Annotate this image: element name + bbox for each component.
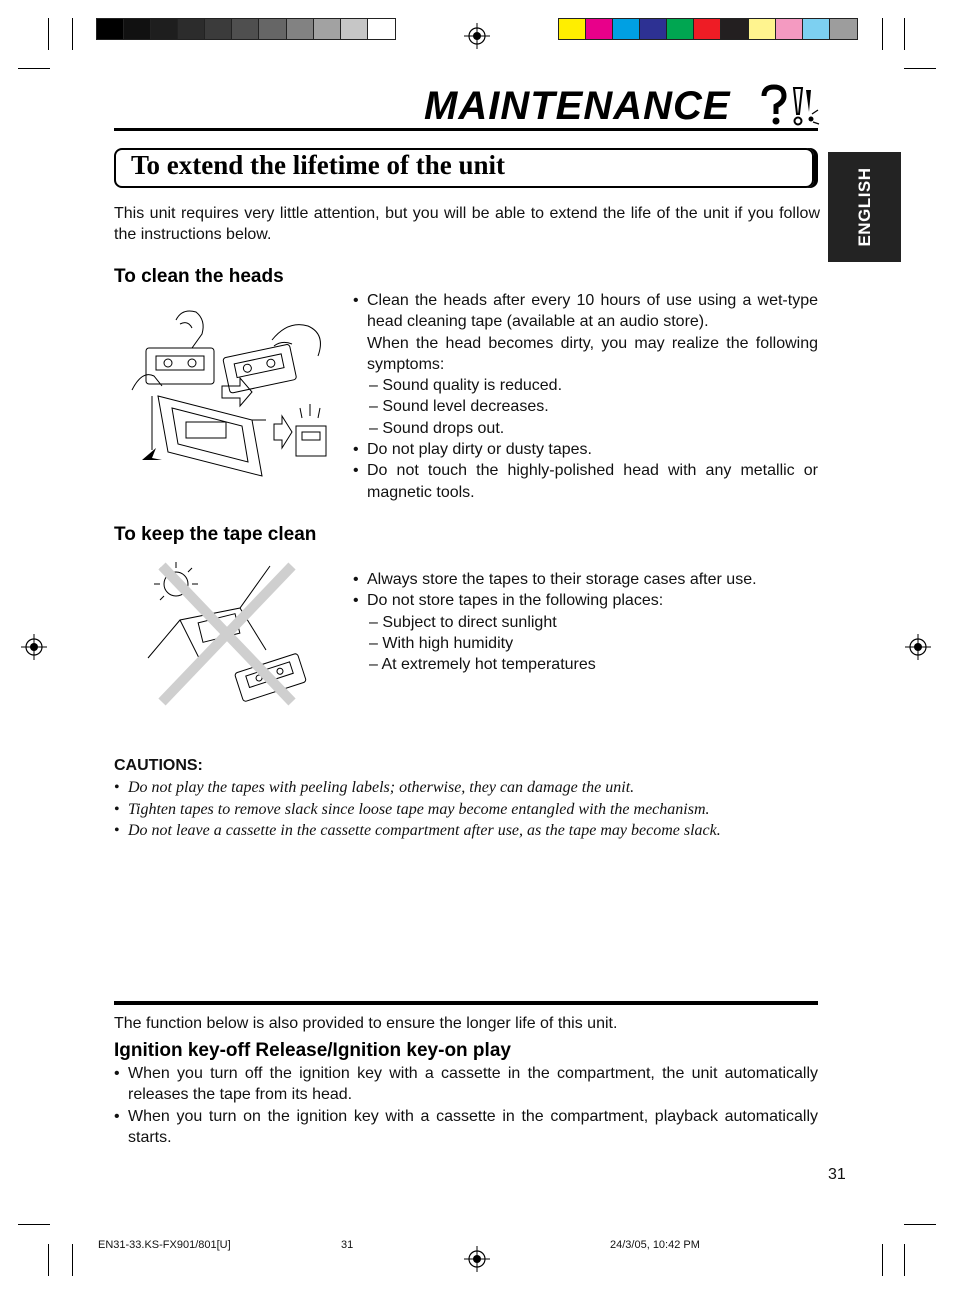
footer-timestamp: 24/3/05, 10:42 PM — [610, 1239, 700, 1251]
list-item: • When you turn off the ignition key with a cassette in the compartment, the unit automatically releases the tape from its head. — [114, 1063, 818, 1106]
color-swatch — [151, 19, 178, 39]
registration-target-icon — [464, 1246, 490, 1272]
color-swatch — [341, 19, 368, 39]
color-swatch — [178, 19, 205, 39]
color-swatch — [232, 19, 259, 39]
color-calibration-bars — [558, 18, 858, 40]
title-rule — [114, 128, 818, 131]
color-swatch — [640, 19, 667, 39]
color-swatch — [287, 19, 314, 39]
color-swatch — [259, 19, 286, 39]
cautions-list — [114, 777, 721, 842]
color-swatch — [830, 19, 857, 39]
color-swatch — [776, 19, 803, 39]
list-item: – With high humidity — [369, 634, 514, 652]
keep-clean-list — [353, 569, 818, 675]
clean-heads-list — [353, 290, 818, 503]
color-swatch — [694, 19, 721, 39]
ignition-heading: Ignition key-off Release/Ignition key-on play — [114, 1040, 511, 1061]
footer-page: 31 — [341, 1239, 354, 1251]
color-swatch — [586, 19, 613, 39]
list-item: • Clean the heads after every 10 hours of use using a wet-type head cleaning tape (available at an audio store). When the head becomes dirty, you may realize the following symptoms: — [353, 290, 818, 375]
intro-paragraph: This unit requires very little attention, but you will be able to extend the life of the unit if you follow the instructions below. — [114, 205, 820, 243]
color-swatch — [721, 19, 748, 39]
list-item: – At extremely hot temperatures — [369, 656, 596, 674]
list-item: – Sound quality is reduced. — [369, 377, 563, 395]
clean-heads-heading: To clean the heads — [114, 266, 284, 287]
section-divider — [114, 1001, 818, 1005]
list-item: • When you turn on the ignition key with a cassette in the compartment, playback automatically starts. — [114, 1106, 818, 1149]
keep-clean-heading: To keep the tape clean — [114, 524, 317, 545]
page-number: 31 — [828, 1166, 846, 1183]
list-item: • Tighten tapes to remove slack since loose tape may become entangled with the mechanism. — [114, 799, 721, 821]
page-title: MAINTENANCE — [424, 84, 731, 128]
color-swatch — [205, 19, 232, 39]
color-swatch — [97, 19, 124, 39]
list-item: • Always store the tapes to their storage cases after use. — [353, 569, 818, 590]
tape-storage-warning-illustration — [140, 560, 320, 708]
cautions-heading: CAUTIONS: — [114, 757, 203, 774]
list-item: – Subject to direct sunlight — [369, 613, 557, 631]
color-swatch — [803, 19, 830, 39]
list-item: • Do not play the tapes with peeling labels; otherwise, they can damage the unit. — [114, 777, 721, 799]
color-swatch — [749, 19, 776, 39]
color-swatch — [368, 19, 395, 39]
list-item: – Sound level decreases. — [369, 398, 549, 416]
language-tab: ENGLISH — [828, 152, 901, 262]
registration-target-icon — [464, 23, 490, 49]
ignition-intro: The function below is also provided to ensure the longer life of this unit. — [114, 1015, 618, 1032]
head-cleaning-illustration — [122, 300, 334, 486]
list-item: • Do not play dirty or dusty tapes. — [353, 439, 818, 460]
color-swatch — [613, 19, 640, 39]
list-item: • Do not touch the highly-polished head with any metallic or magnetic tools. — [353, 460, 818, 503]
section-title: To extend the lifetime of the unit — [131, 150, 505, 180]
list-item: • Do not leave a cassette in the cassette compartment after use, as the tape may become slack. — [114, 820, 721, 842]
ignition-list — [114, 1063, 818, 1148]
list-item: – Sound drops out. — [369, 419, 505, 437]
question-exclamation-icon — [756, 84, 820, 128]
grey-calibration-bars — [96, 18, 396, 40]
footer-filename: EN31-33.KS-FX901/801[U] — [98, 1239, 231, 1251]
color-swatch — [124, 19, 151, 39]
color-swatch — [667, 19, 694, 39]
color-swatch — [559, 19, 586, 39]
registration-target-icon — [21, 634, 47, 660]
registration-target-icon — [905, 634, 931, 660]
color-swatch — [314, 19, 341, 39]
list-item: • Do not store tapes in the following places: — [353, 590, 818, 611]
